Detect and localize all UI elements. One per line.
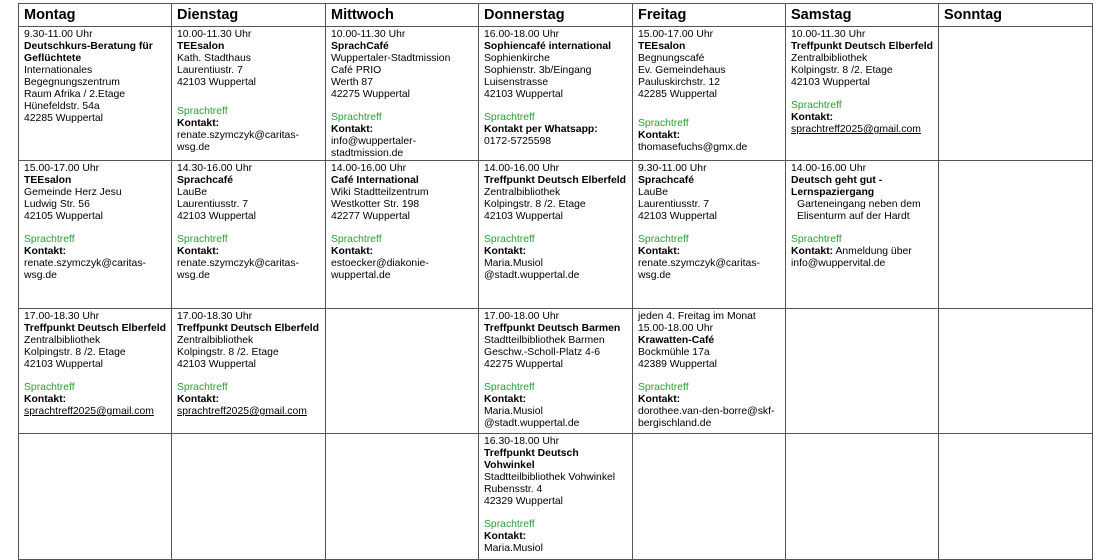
cell-mittwoch (326, 27, 479, 161)
event-name: TEEsalon (177, 41, 225, 52)
sprachtreff-label: Sprachtreff (484, 519, 535, 530)
contact-email[interactable]: wsg.de (177, 270, 210, 281)
contact-label: Kontakt: (638, 246, 681, 257)
event-time: 9.30-11.00 Uhr (24, 29, 93, 40)
event-time: 15.00-17.00 Uhr (638, 29, 714, 40)
contact-email[interactable]: dorothee.van-den-borre@skf- (638, 406, 775, 417)
contact-email[interactable]: @stadt.wuppertal.de (484, 270, 580, 281)
event-name: Treffpunkt Deutsch Elberfeld (24, 323, 167, 334)
event-name: Treffpunkt Deutsch Elberfeld (791, 41, 934, 52)
contact-label: Kontakt: (177, 246, 220, 257)
contact-email[interactable]: Maria.Musiol (484, 543, 543, 554)
event-address: 42103 Wuppertal (24, 359, 103, 370)
day-header-freitag: Freitag (633, 4, 786, 27)
header-row (19, 4, 1093, 27)
schedule-table (18, 3, 1093, 560)
sprachtreff-label: Sprachtreff (177, 106, 228, 117)
event-address: 42285 Wuppertal (24, 113, 103, 124)
cell-mittwoch (326, 309, 479, 434)
contact-email[interactable]: wsg.de (638, 270, 671, 281)
event-address: Ludwig Str. 56 (24, 199, 90, 210)
event-address: Café PRIO (331, 65, 382, 76)
event-note: jeden 4. Freitag im Monat (638, 311, 756, 322)
event-address: Garteneingang neben dem (797, 199, 921, 210)
sprachtreff-label: Sprachtreff (638, 118, 689, 129)
day-header-sonntag: Sonntag (939, 4, 1093, 27)
event-name: Treffpunkt Deutsch Elberfeld (484, 175, 627, 186)
event-address: 42103 Wuppertal (484, 211, 563, 222)
contact-email[interactable]: estoecker@diakonie- (331, 258, 429, 269)
contact-email[interactable]: info@wuppervital.de (791, 258, 886, 269)
contact-email[interactable]: wuppertal.de (331, 270, 391, 281)
cell-mittwoch (326, 161, 479, 309)
event-time: 16.00-18.00 Uhr (484, 29, 560, 40)
event-name: TEEsalon (24, 175, 72, 186)
sprachtreff-label: Sprachtreff (484, 234, 535, 245)
event-address: 42103 Wuppertal (177, 77, 256, 88)
event-address: 42329 Wuppertal (484, 496, 563, 507)
contact-label: Kontakt: (484, 246, 527, 257)
contact-email[interactable]: renate.szymczyk@caritas- (24, 258, 146, 269)
contact-label: Kontakt per Whatsapp: (484, 124, 598, 135)
event-time: 10.00-11.30 Uhr (177, 29, 252, 40)
schedule-row (19, 434, 1093, 560)
cell-samstag (786, 434, 939, 560)
event-address: Westkotter Str. 198 (331, 199, 420, 210)
cell-donnerstag (479, 309, 633, 434)
event-time: 17.00-18.00 Uhr (484, 311, 560, 322)
contact-email[interactable]: @stadt.wuppertal.de (484, 418, 580, 429)
event-time: 16.30-18.00 Uhr (484, 436, 560, 447)
event-address: Zentralbibliothek (791, 53, 868, 64)
event-address: 42103 Wuppertal (177, 211, 256, 222)
sprachtreff-label: Sprachtreff (177, 234, 228, 245)
contact-label: Kontakt: (177, 118, 220, 129)
sprachtreff-label: Sprachtreff (484, 112, 535, 123)
cell-donnerstag (479, 161, 633, 309)
event-address: Kolpingstr. 8 /2. Etage (484, 199, 586, 210)
sprachtreff-label: Sprachtreff (331, 112, 382, 123)
event-address: Wuppertaler-Stadtmission (331, 53, 451, 64)
event-address: Ev. Gemeindehaus (638, 65, 726, 76)
day-header-mittwoch: Mittwoch (326, 4, 479, 27)
event-address: Kath. Stadthaus (177, 53, 251, 64)
event-address: 42275 Wuppertal (484, 359, 563, 370)
sprachtreff-label: Sprachtreff (484, 382, 535, 393)
event-time: 14.00-16.00 Uhr (331, 163, 407, 174)
contact-email[interactable]: wsg.de (177, 142, 210, 153)
cell-freitag (633, 309, 786, 434)
event-address: Kolpingstr. 8 /2. Etage (24, 347, 126, 358)
event-name: SprachCafé (331, 41, 389, 52)
contact-label: Kontakt: (638, 130, 681, 141)
event-name: Sprachcafé (638, 175, 695, 186)
event-address: Werth 87 (331, 77, 373, 88)
contact-email[interactable]: bergischland.de (638, 418, 712, 429)
contact-email[interactable]: renate.szymczyk@caritas- (638, 258, 760, 269)
event-address: Internationales (24, 65, 93, 76)
contact-label: Kontakt: (484, 394, 527, 405)
cell-montag (19, 309, 172, 434)
contact-email[interactable]: renate.szymczyk@caritas- (177, 130, 299, 141)
cell-sonntag (939, 434, 1093, 560)
event-time: 15.00-18.00 Uhr (638, 323, 714, 334)
event-address: 42103 Wuppertal (638, 211, 717, 222)
cell-dienstag (172, 309, 326, 434)
event-address: Stadtteilbibliothek Vohwinkel (484, 472, 616, 483)
sprachtreff-label: Sprachtreff (177, 382, 228, 393)
event-address: 42103 Wuppertal (484, 89, 563, 100)
event-address: 42103 Wuppertal (791, 77, 870, 88)
day-header-samstag: Samstag (786, 4, 939, 27)
event-address: Rubensstr. 4 (484, 484, 543, 495)
event-name: Lernspaziergang (791, 187, 875, 198)
event-address: Begnungscafé (638, 53, 705, 64)
event-name: Deutsch geht gut - (791, 175, 883, 186)
event-address: Sophienstr. 3b/Eingang (484, 65, 592, 76)
event-address: Sophienkirche (484, 53, 550, 64)
contact-label: Kontakt: (791, 246, 834, 257)
contact-label: Kontakt: (638, 394, 681, 405)
sprachtreff-label: Sprachtreff (331, 234, 382, 245)
event-time: 14.00-16.00 Uhr (484, 163, 560, 174)
event-name: Treffpunkt Deutsch (484, 448, 579, 459)
cell-dienstag (172, 434, 326, 560)
contact-email[interactable]: Maria.Musiol (484, 406, 543, 417)
schedule-row (19, 27, 1093, 161)
event-address: Kolpingstr. 8 /2. Etage (177, 347, 279, 358)
cell-samstag (786, 161, 939, 309)
contact-email[interactable]: renate.szymczyk@caritas- (177, 258, 299, 269)
sprachtreff-label: Sprachtreff (791, 234, 842, 245)
sprachtreff-label: Sprachtreff (638, 234, 689, 245)
contact-email-link[interactable]: sprachtreff2025@gmail.com (177, 406, 307, 417)
contact-email[interactable]: thomasefuchs@gmx.de (638, 142, 748, 153)
event-time: 15.00-17.00 Uhr (24, 163, 100, 174)
event-time: 17.00-18.30 Uhr (24, 311, 100, 322)
cell-dienstag (172, 161, 326, 309)
contact-note: Anmeldung über (835, 246, 912, 257)
contact-label: Kontakt: (484, 531, 527, 542)
day-header-donnerstag: Donnerstag (479, 4, 633, 27)
event-name: Vohwinkel (484, 460, 535, 471)
cell-freitag (633, 161, 786, 309)
cell-montag (19, 27, 172, 161)
event-name: Sprachcafé (177, 175, 234, 186)
event-address: 42275 Wuppertal (331, 89, 410, 100)
contact-label: Kontakt: (331, 246, 374, 257)
cell-sonntag (939, 161, 1093, 309)
sprachtreff-label: Sprachtreff (24, 382, 75, 393)
schedule-row (19, 309, 1093, 434)
event-address: LauBe (177, 187, 208, 198)
contact-label: Kontakt: (331, 124, 374, 135)
event-time: 9.30-11.00 Uhr (638, 163, 707, 174)
contact-line (791, 246, 938, 258)
event-address: Hünefeldstr. 54a (24, 101, 100, 112)
event-address: Kolpingstr. 8 /2. Etage (791, 65, 893, 76)
event-address: Begegnungszentrum (24, 77, 120, 88)
event-address: 42103 Wuppertal (177, 359, 256, 370)
event-name: Krawatten-Café (638, 335, 715, 346)
contact-label: Kontakt: (791, 112, 834, 123)
event-name: Geflüchtete (24, 53, 82, 64)
contact-email-link[interactable]: sprachtreff2025@gmail.com (24, 406, 154, 417)
event-address: 42389 Wuppertal (638, 359, 717, 370)
contact-email-link[interactable]: sprachtreff2025@gmail.com (791, 124, 921, 135)
event-name: Treffpunkt Deutsch Elberfeld (177, 323, 320, 334)
schedule-row (19, 161, 1093, 309)
event-address: Stadtteilbibliothek Barmen (484, 335, 605, 346)
contact-phone[interactable]: 0172-5725598 (484, 136, 552, 147)
event-time: 14.00-16.00 Uhr (791, 163, 867, 174)
cell-sonntag (939, 27, 1093, 161)
event-address: Raum Afrika / 2.Etage (24, 89, 126, 100)
cell-donnerstag (479, 434, 633, 560)
day-header-dienstag: Dienstag (172, 4, 326, 27)
event-address: Wiki Stadtteilzentrum (331, 187, 429, 198)
cell-donnerstag (479, 27, 633, 161)
sprachtreff-label: Sprachtreff (791, 100, 842, 111)
event-address: Gemeinde Herz Jesu (24, 187, 122, 198)
event-address: LauBe (638, 187, 669, 198)
cell-mittwoch (326, 434, 479, 560)
cell-freitag (633, 434, 786, 560)
day-header-montag: Montag (19, 4, 172, 27)
contact-label: Kontakt: (24, 394, 67, 405)
event-address: Geschw.-Scholl-Platz 4-6 (484, 347, 601, 358)
event-name: Deutschkurs-Beratung für (24, 41, 153, 52)
cell-sonntag (939, 309, 1093, 434)
event-time: 10.00-11.30 Uhr (331, 29, 406, 40)
event-address: Luisenstrasse (484, 77, 549, 88)
event-time: 14.30-16.00 Uhr (177, 163, 253, 174)
cell-montag (19, 434, 172, 560)
event-address: 42105 Wuppertal (24, 211, 103, 222)
cell-freitag (633, 27, 786, 161)
contact-email[interactable]: Maria.Musiol (484, 258, 543, 269)
event-address: Elisenturm auf der Hardt (797, 211, 910, 222)
cell-samstag (786, 309, 939, 434)
event-address: 42277 Wuppertal (331, 211, 410, 222)
contact-label: Kontakt: (24, 246, 67, 257)
event-name: Treffpunkt Deutsch Barmen (484, 323, 621, 334)
event-address: Zentralbibliothek (177, 335, 254, 346)
event-address: Zentralbibliothek (24, 335, 101, 346)
cell-dienstag (172, 27, 326, 161)
contact-label: Kontakt: (177, 394, 220, 405)
sprachtreff-label: Sprachtreff (638, 382, 689, 393)
event-name: Café International (331, 175, 419, 186)
event-address: Zentralbibliothek (484, 187, 561, 198)
event-address: Laurentiusstr. 7 (177, 199, 249, 210)
event-name: TEEsalon (638, 41, 686, 52)
event-address: Bockmühle 17a (638, 347, 710, 358)
contact-email[interactable]: wsg.de (24, 270, 57, 281)
event-address: Laurentiustr. 7 (177, 65, 243, 76)
event-address: Pauluskirchstr. 12 (638, 77, 721, 88)
sprachtreff-label: Sprachtreff (24, 234, 75, 245)
event-address: 42285 Wuppertal (638, 89, 717, 100)
cell-samstag (786, 27, 939, 161)
event-name: Sophiencafé international (484, 41, 612, 52)
event-time: 10.00-11.30 Uhr (791, 29, 866, 40)
cell-montag (19, 161, 172, 309)
event-address: Laurentiusstr. 7 (638, 199, 710, 210)
event-time: 17.00-18.30 Uhr (177, 311, 253, 322)
contact-email[interactable]: info@wuppertaler- (331, 136, 417, 147)
contact-email[interactable]: stadtmission.de (331, 148, 404, 159)
